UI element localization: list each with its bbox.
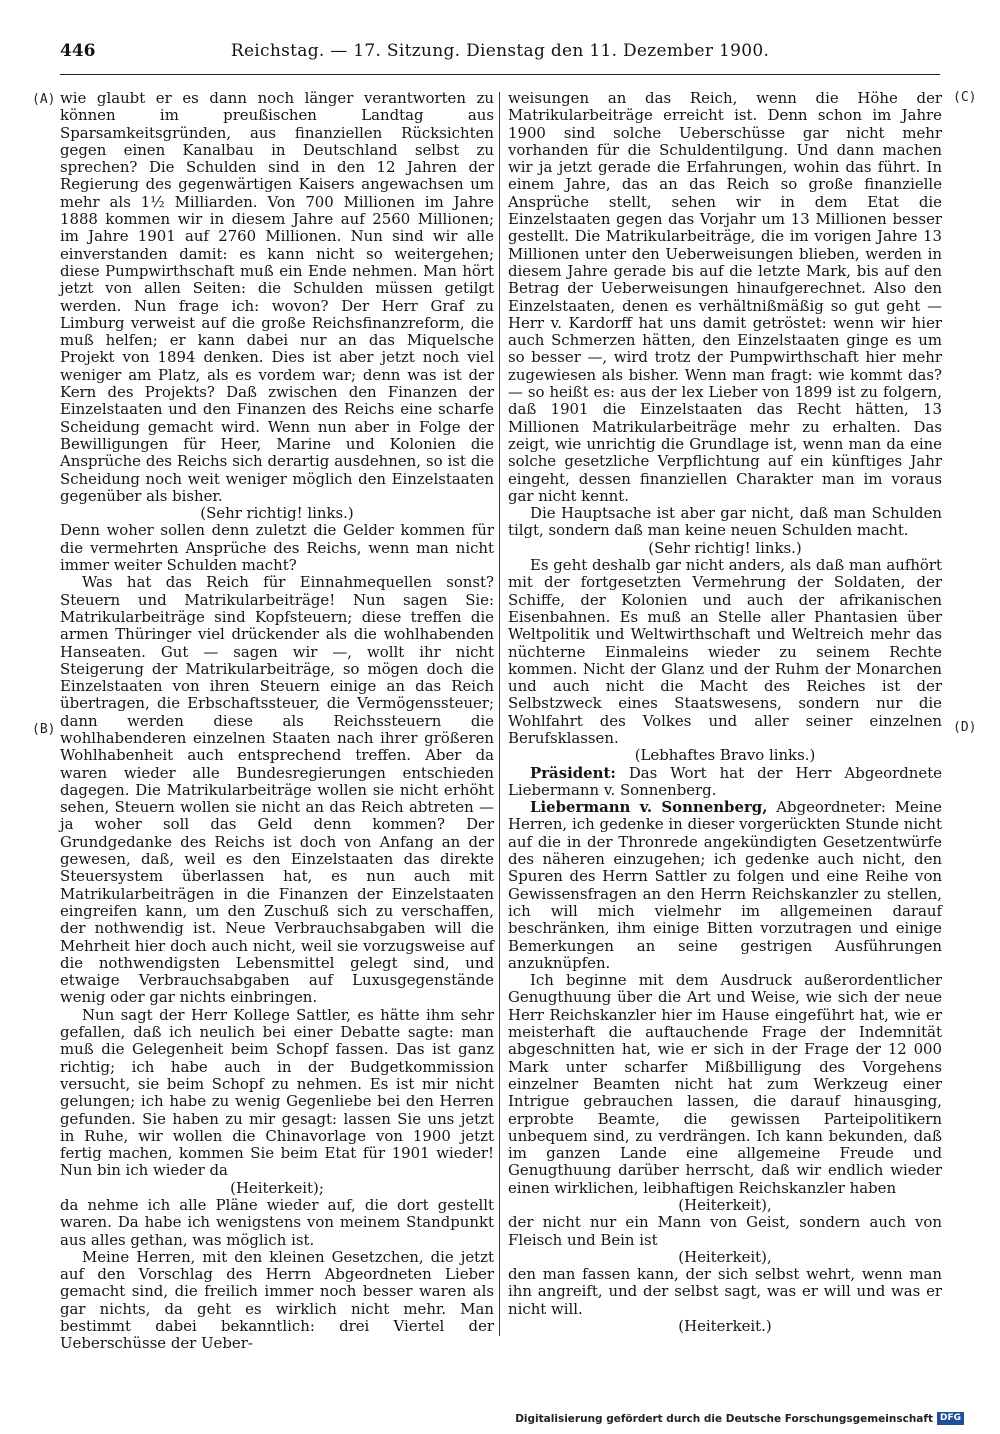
footer-text: Digitalisierung gefördert durch die Deutsche Forschungsgemeinschaft	[515, 1412, 933, 1425]
paragraph: wie glaubt er es dann noch länger verantworten zu können im preußischen Landtag aus Sparsamkeitsgründen, aus finanziellen Rücksichten gegen einen Kanalbau in Deutschland selbst zu sprechen? Die Schulden sind in den 12 Jahren der Regierung des gegenwärtigen Kaisers angewachsen um mehr als 1½ Milliarden. Von 700 Millionen im Jahre 1888 kommen wir in diesem Jahre auf 2560 Millionen; im Jahre 1901 auf 2760 Millionen. Nun sind wir alle einverstanden damit: es kann nicht so weitergehen; diese Pumpwirthschaft muß ein Ende nehmen. Man hört jetzt von allen Seiten: die Schulden müssen getilgt werden. Nun frage ich: wovon? Der Herr Graf zu Limburg verweist auf die große Reichsfinanzreform, die muß helfen; er kann dabei nur an das Miquelsche Projekt von 1894 denken. Dies ist aber jetzt noch viel weniger am Platz, als es vordem war; denn was ist der Kern des Projekts? Daß zwischen den Finanzen der Einzelstaaten und den Finanzen des Reichs eine scharfe Scheidung gemacht wird. Wenn nun aber in Folge der Bewilligungen für Heer, Marine und Kolonien die Ansprüche des Reichs sich derartig ausdehnen, so ist die Scheidung noch weit weniger möglich den Einzelstaaten gegenüber als bisher.	[60, 89, 494, 505]
running-title: Reichstag. — 17. Sitzung. Dienstag den 11. Dezember 1900.	[230, 41, 770, 61]
right-column	[508, 90, 942, 1335]
paragraph: Ich beginne mit dem Ausdruck außerordentlicher Genugthuung über die Art und Weise, wie sich der neue Herr Reichskanzler hier im Hause eingeführt hat, wie er meisterhaft die auftauchende Frage der Indemnität abgeschnitten hat, wie er sich in der Frage der 12 000 Mark unter scharfer Mißbilligung des Vorgehens einzelner Beamten nicht hat zum Werkzeug einer Intrigue gebrauchen lassen, die darauf hinausging, erprobte Beamte, die gewissen Parteipolitikern unbequem sind, zu verdrängen. Ich kann bekunden, daß im ganzen Lande eine allgemeine Freude und Genugthuung darüber herrscht, daß wir endlich wieder einen wirklichen, leibhaftigen Reichskanzler haben	[508, 971, 942, 1197]
margin-marker-b: (B)	[32, 722, 56, 737]
margin-marker-d: (D)	[953, 720, 977, 735]
paragraph: Meine Herren, mit den kleinen Gesetzchen, die jetzt auf den Vorschlag des Herrn Abgeordneten Lieber gemacht sind, die freilich immer noch besser waren als gar nichts, da geht es wirklich nicht mehr. Man bestimmt dabei bekanntlich: drei Viertel der Ueberschüsse der Ueber-	[60, 1247, 494, 1353]
speaker-name: Liebermann v. Sonnenberg,	[530, 798, 768, 817]
paragraph: den man fassen kann, der sich selbst wehrt, wenn man ihn angreift, und der selbst sagt, was er will und was er nicht will.	[508, 1265, 942, 1318]
dfg-logo: DFG	[937, 1412, 964, 1425]
footer-credit	[515, 1412, 964, 1425]
paragraph: Was hat das Reich für Einnahmequellen sonst? Steuern und Matrikularbeiträge! Nun sagen Sie: Matrikularbeiträge sind Kopfsteuern; diese treffen die armen Thüringer viel drückender als die wohlhabenden Hanseaten. Gut — sagen wir —, wollt ihr nicht Steigerung der Matrikularbeiträge, so mögen doch die Einzelstaaten von ihren Steuern einige an das Reich übertragen, die Erbschaftssteuer, die Vermögenssteuer; dann werden diese als Reichssteuern die wohlhabenderen einzelnen Staaten nach ihrer größeren Wohlhabenheit auch entsprechend treffen. Aber da waren wieder alle Bundesregierungen entschieden dagegen. Die Matrikularbeiträge wollen sie nicht erhöht sehen, Steuern wollen sie nicht an das Reich abtreten — ja woher soll das Geld denn kommen? Der Grundgedanke des Reichs ist doch von Anfang an der gewesen, daß, weil es den Einzelstaaten das direkte Steuersystem überlassen hat, es nun auch mit Matrikularbeiträgen in die Finanzen der Einzelstaaten eingreifen kann, um den Zuschuß sich zu verschaffen, der nothwendig ist. Neue Verbrauchsabgaben will die Mehrheit hier doch auch nicht, weil sie vorzugsweise auf die nothwendigsten Lebensmittel gelegt sind, und etwaige Verbrauchsabgaben auf Luxusgegenstände wenig oder gar nichts einbringen.	[60, 573, 494, 1007]
paragraph: Denn woher sollen denn zuletzt die Gelder kommen für die vermehrten Ansprüche des Reichs, wenn man nicht immer weiter Schulden macht?	[60, 521, 494, 575]
paragraph: Es geht deshalb gar nicht anders, als daß man aufhört mit der fortgesetzten Vermehrung der Soldaten, der Schiffe, der Kolonien und auch der afrikanischen Eisenbahnen. Es muß an Stelle aller Phantasien über Weltpolitik und Weltwirthschaft und Weltreich mehr das nüchterne Einmaleins wieder zu seinem Rechte kommen. Nicht der Glanz und der Ruhm der Monarchen und auch nicht die Macht des Reiches ist der Selbstzweck eines Staatswesens, sondern nur die Wohlfahrt des Volkes und aller seiner einzelnen Berufsklassen.	[508, 556, 942, 747]
paragraph: da nehme ich alle Pläne wieder auf, die dort gestellt waren. Da habe ich wenigstens von meinem Standpunkt aus alles gethan, was möglich ist.	[60, 1196, 494, 1249]
paragraph: Die Hauptsache ist aber gar nicht, daß man Schulden tilgt, sondern daß man keine neuen Schulden macht.	[508, 504, 942, 540]
interjection: (Heiterkeit),	[678, 1247, 772, 1266]
speaker-statement	[508, 799, 942, 972]
interjection: (Heiterkeit.)	[678, 1317, 772, 1336]
margin-marker-a: (A)	[32, 92, 56, 107]
interjection: (Lebhaftes Bravo links.)	[634, 746, 816, 765]
left-column	[60, 90, 494, 1353]
president-statement	[508, 765, 942, 800]
column-separator	[499, 92, 500, 1336]
statement-text: Abgeordneter: Meine Herren, ich gedenke in dieser vorgerückten Stunde nicht auf die in der Thronrede angekündigten Gesetzentwürfe des näheren einzugehen; ich gedenke auch nicht, den Spuren des Herrn Sattler zu folgen und eine Reihe von Gewissensfragen an den Herrn Reichskanzler zu stellen, ich will mich vielmehr im allgemeinen darauf beschränken, ihm einige Bitten vorzutragen und einige Bemerkungen an seine gestrigen Ausführungen anzuknüpfen.	[508, 798, 942, 972]
interjection: (Sehr richtig! links.)	[648, 538, 802, 557]
paragraph: der nicht nur ein Mann von Geist, sondern auch von Fleisch und Bein ist	[508, 1213, 942, 1249]
interjection: (Heiterkeit),	[678, 1196, 772, 1214]
interjection: (Sehr richtig! links.)	[200, 504, 354, 523]
page-number: 446	[60, 41, 96, 61]
paragraph: weisungen an das Reich, wenn die Höhe der Matrikularbeiträge erreicht ist. Denn schon im Jahre 1900 sind solche Ueberschüsse gar nicht mehr vorhanden für die Schuldentilgung. Und dann machen wir ja jetzt gerade die Erfahrungen, wohin das führt. In einem Jahre, das an das Reich so große finanzielle Ansprüche stellt, sehen wir in dem Etat die Einzelstaaten gegen das Vorjahr um 13 Millionen besser gestellt. Die Matrikularbeiträge, die im vorigen Jahre 13 Millionen unter den Ueberweisungen blieben, werden in diesem Jahre gerade bis auf die letzte Mark, bis auf den Betrag der Ueberweisungen hinaufgerechnet. Also den Einzelstaaten, denen es verhältnißmäßig so gut geht — Herr v. Kardorff hat uns damit getröstet: wenn wir hier auch Schmerzen hätten, den Einzelstaaten ginge es um so besser —, wird trotz der Pumpwirthschaft hier mehr zugewiesen als bisher. Wenn man fragt: wie kommt das? — so heißt es: aus der lex Lieber von 1899 ist zu folgern, daß 1901 die Einzelstaaten das Recht hätten, 13 Millionen Matrikularbeiträge mehr zu erhalten. Das zeigt, wie unrichtig die Grundlage ist, wenn man da eine solche gesetzliche Verpflichtung auf ein künftiges Jahr eingeht, dessen finanziellen Charakter man im voraus gar nicht kennt.	[508, 89, 942, 505]
page-header	[60, 40, 940, 75]
statement-text: Das Wort hat der Herr Abgeordnete Liebermann v. Sonnenberg.	[508, 763, 942, 799]
speaker-name: Präsident:	[530, 763, 616, 782]
margin-marker-c: (C)	[953, 90, 977, 105]
paragraph: Nun sagt der Herr Kollege Sattler, es hätte ihm sehr gefallen, daß ich neulich bei einer Debatte sagte: man muß die Gelegenheit beim Schopf fassen. Das ist ganz richtig; ich habe auch in der Budgetkommission versucht, sie beim Schopf zu nehmen. Es ist mir nicht gelungen; ich habe zu wenig Gegenliebe bei den Herren gefunden. Sie haben zu mir gesagt: lassen Sie uns jetzt in Ruhe, wir wollen die Chinavorlage von 1900 jetzt fertig machen, kommen Sie beim Etat für 1901 wieder! Nun bin ich wieder da	[60, 1005, 494, 1180]
interjection: (Heiterkeit);	[230, 1178, 324, 1197]
